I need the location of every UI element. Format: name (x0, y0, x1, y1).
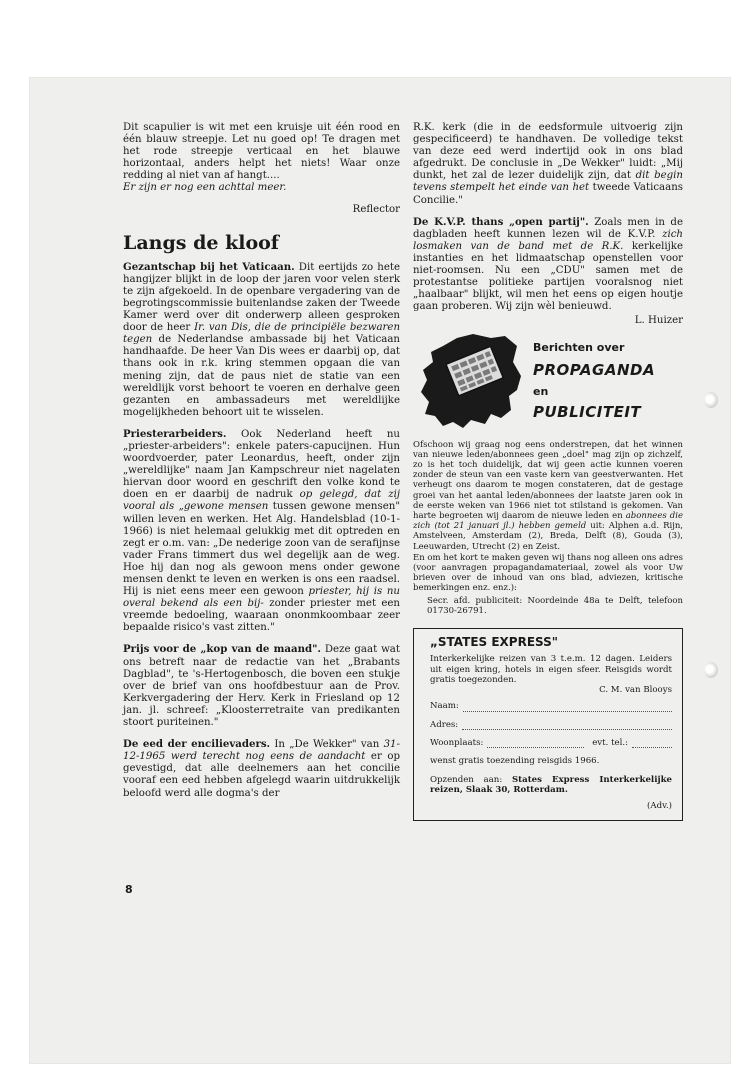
states-express-box (413, 628, 683, 821)
propaganda-ad-header (413, 332, 683, 432)
woonplaats-field[interactable]: Woonplaats: evt. tel.: (430, 738, 672, 748)
priesterarbeiders-paragraph: Priesterarbeiders. Ook Nederland heeft nu „priester-arbeiders": enkele paters-capucijnen. Hun woordvoerder, pater Leonardus, heeft, onder zijn „wereldlijke" naam Jan Kampschreur niet nagelaten hiervan door woord en geschrift den volke kond te doen en er daarbij de nadruk op gelegd, dat zij vooral als „gewone mensen tussen gewone mensen" willen leven en werken. Het Alg. Handelsblad (10-1-1966) is niet helemaal gelukkig met dit optreden en zegt er o.m. van: „De nederige zoon van de serafijnse vader Frans timmert dus wel degelijk aan de weg. Hoe hij dan nog als gewoon mens onder gewone mensen denkt te leven en werken is ons een raadsel. Hij is niet eens meer een gewoon priester, hij is nu overal bekend als een bij- zonder priester met een vreemde bedoeling, waaraan ononmkoombaar zeer bepaalde risico's vast zitten." (123, 427, 401, 634)
propaganda-text (413, 440, 683, 616)
ad-paragraph-2: En om het kort te maken geven wij thans nog alleen ons adres (voor aanvragen propagandamateriaal, zowel als voor Uw brieven over de inhoud van ons blad, adviezen, kritische bemerkingen enz. enz.): (413, 552, 683, 594)
gezantschap-paragraph: Gezantschap bij het Vaticaan. Dit eertijds zo hete hangijzer blijkt in de loop der jaren voor velen sterk te zijn afgekoeld. In de openbare vergadering van de begrotingscommissie buitenlandse zaken der Tweede Kamer werd over dit onderwerp alleen gesproken door de heer Ir. van Dis, die de principiële bezwaren tegen de Nederlandse ambassade bij het Vaticaan handhaafde. De heer Van Dis wees er daarbij op, dat thans ook in r.k. kring stemmen opgaan die van mening zijn, dat de paus niet de statie van een wereldlijk vorst behoort te voeren en derhalve geen gezanten en ambassadeurs met wereldlijke mogelijkheden behoort uit te wisselen. (123, 260, 400, 418)
ad-title-publiciteit: PUBLICITEIT (533, 402, 642, 421)
ad-title-en: en (533, 384, 549, 398)
box-title: „STATES EXPRESS" (430, 634, 559, 649)
eed-paragraph: De eed der encilievaders. In „De Wekker" van 31-12-1965 werd terecht nog eens de aandacht er op gevestigd, dat alle deelnemers aan het concilie vooraf een eed hebben afgelegd waarin uitdrukkelijk beloofd werd alle dogma's der (123, 738, 401, 799)
naam-field[interactable]: Naam: (430, 701, 672, 711)
box-opzenden: Opzenden aan: States Express Interkerkelijke reizen, Slaak 30, Rotterdam. (430, 774, 672, 795)
ad-title-line1: Berichten over (533, 340, 625, 354)
huizer-signature: L. Huizer (634, 315, 683, 327)
kvp-paragraph: De K.V.P. thans „open partij". Zoals men in de dagbladen heeft kunnen lezen wil de K.V.P. zich losmaken van de band met de R.K. kerkelijke instanties en het lidmaatschap openstellen voor niet-roomsen. Nu een „CDU" samen met de protestantse politieke partijen vooralsnog niet „haalbaar" blijkt, wil men het eens op eigen houtje gaan proberen. Wij zijn wèl benieuwd. (413, 215, 684, 313)
box-adv: (Adv.) (647, 801, 672, 812)
punch-hole (704, 392, 718, 408)
box-wenst: wenst gratis toezending reisgids 1966. (430, 756, 600, 767)
right-column (413, 122, 683, 821)
box-signature: C. M. van Blooys (599, 685, 672, 696)
rk-continuation-paragraph: R.K. kerk (die in de eedsformule uitvoerig zijn gespecificeerd) te handhaven. De volledige tekst van deze eed werd indertijd ook in ons blad afgedrukt. De conclusie in „De Wekker" luidt: „Mij dunkt, het zal de lezer duidelijk zijn, dat dit begin tevens stempelt het einde van het tweede Vaticaans Concilie." (413, 122, 683, 206)
box-description: Interkerkelijke reizen van 3 t.e.m. 12 dagen. Leiders uit eigen kring, hotels in eigen sfeer. Reisgids wordt gratis toegezonden. (430, 654, 672, 685)
section-heading: Langs de kloof (123, 231, 279, 254)
page-number: 8 (125, 883, 133, 896)
reflector-signature: Reflector (352, 203, 400, 215)
adres-field[interactable]: Adres: (430, 720, 672, 730)
scapulier-paragraph: Dit scapulier is wit met een kruisje uit één rood en één blauw streepje. Let nu goed op! Te dragen met het rode streepje verticaal en het blauwe horizontaal, anders helpt het niets! Waar onze redding al niet van af hangt.... Er zijn er nog een achttal meer. (123, 122, 400, 194)
ad-title-propaganda: PROPAGANDA (533, 360, 656, 379)
left-column (123, 122, 400, 809)
prijs-paragraph: Prijs voor de „kop van de maand". Deze gaat wat ons betreft naar de redactie van het „Brabants Dagblad", te 's-Hertogenbosch, die boven een stukje over de brief van ons hoofdbestuur aan de Prov. Kerkvergadering der Herv. Kerk in Friesland op 12 jan. jl. schreef: „Kloosterretraite van predikanten stoort puriteinen." (123, 643, 400, 729)
ad-paragraph-1: Ofschoon wij graag nog eens onderstrepen, dat het winnen van nieuwe leden/abonnees geen „doel" mag zijn op zichzelf, zo is het toch duidelijk, dat wij geen actie kunnen voeren zonder de steun van een vaste kern van geestverwanten. Het verheugt ons daarom te mogen constateren, dat de gestage groei van het aantal leden/abonnees der laatste jaren ook in de eerste weken van 1966 niet tot stilstand is gekomen. Van harte begroeten wij daarom de nieuwe leden en abonnees die zich (tot 21 januari jl.) hebben gemeld uit: Alphen a.d. Rijn, Amstelveen, Amsterdam (2), Breda, Delft (8), Gouda (3), Leeuwarden, Utrecht (2) en Zeist. (413, 439, 683, 552)
netherlands-map-icon (413, 332, 533, 432)
ad-contact: Secr. afd. publiciteit: Noordeinde 48a te Delft, telefoon 01730-26791. (427, 595, 683, 616)
punch-hole (704, 662, 718, 678)
